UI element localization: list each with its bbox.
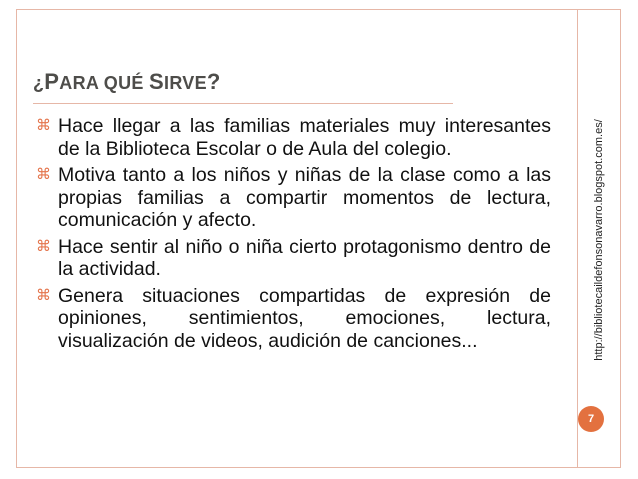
bullet-icon: ⌘	[36, 286, 51, 304]
bullet-list	[36, 115, 551, 356]
bullet-text: Hace llegar a las familias materiales muy interesantes de la Biblioteca Escolar o de Aula del colegio.	[58, 115, 551, 160]
list-item	[36, 285, 551, 353]
title-cap-p: P	[44, 69, 60, 94]
page-number-badge: 7	[578, 406, 604, 432]
title-rest-1: ARA QUÉ	[59, 73, 150, 93]
title-cap-s: S	[149, 69, 165, 94]
list-item	[36, 236, 551, 281]
list-item	[36, 164, 551, 232]
bullet-icon: ⌘	[36, 117, 51, 134]
title-rest-2: IRVE	[164, 73, 207, 93]
bullet-text: Genera situaciones compartidas de expresión de opiniones, sentimientos, emociones, lectura, visualización de videos, audición de canciones...	[58, 284, 551, 352]
title-suffix: ?	[206, 69, 221, 94]
bullet-text: Hace sentir al niño o niña cierto protagonismo dentro de la actividad.	[58, 235, 551, 280]
slide-title	[33, 69, 221, 95]
bullet-text: Motiva tanto a los niños y niñas de la clase como a las propias familias a compartir momentos de lectura, comunicación y afecto.	[58, 164, 551, 231]
title-underline	[33, 103, 453, 104]
list-item	[36, 115, 551, 160]
side-url-link[interactable]: http://bibliotecaildefonsonavarro.blogspot.com.es/	[593, 119, 605, 361]
title-prefix: ¿	[33, 73, 45, 93]
bullet-icon: ⌘	[36, 237, 51, 255]
bullet-icon: ⌘	[36, 166, 51, 183]
